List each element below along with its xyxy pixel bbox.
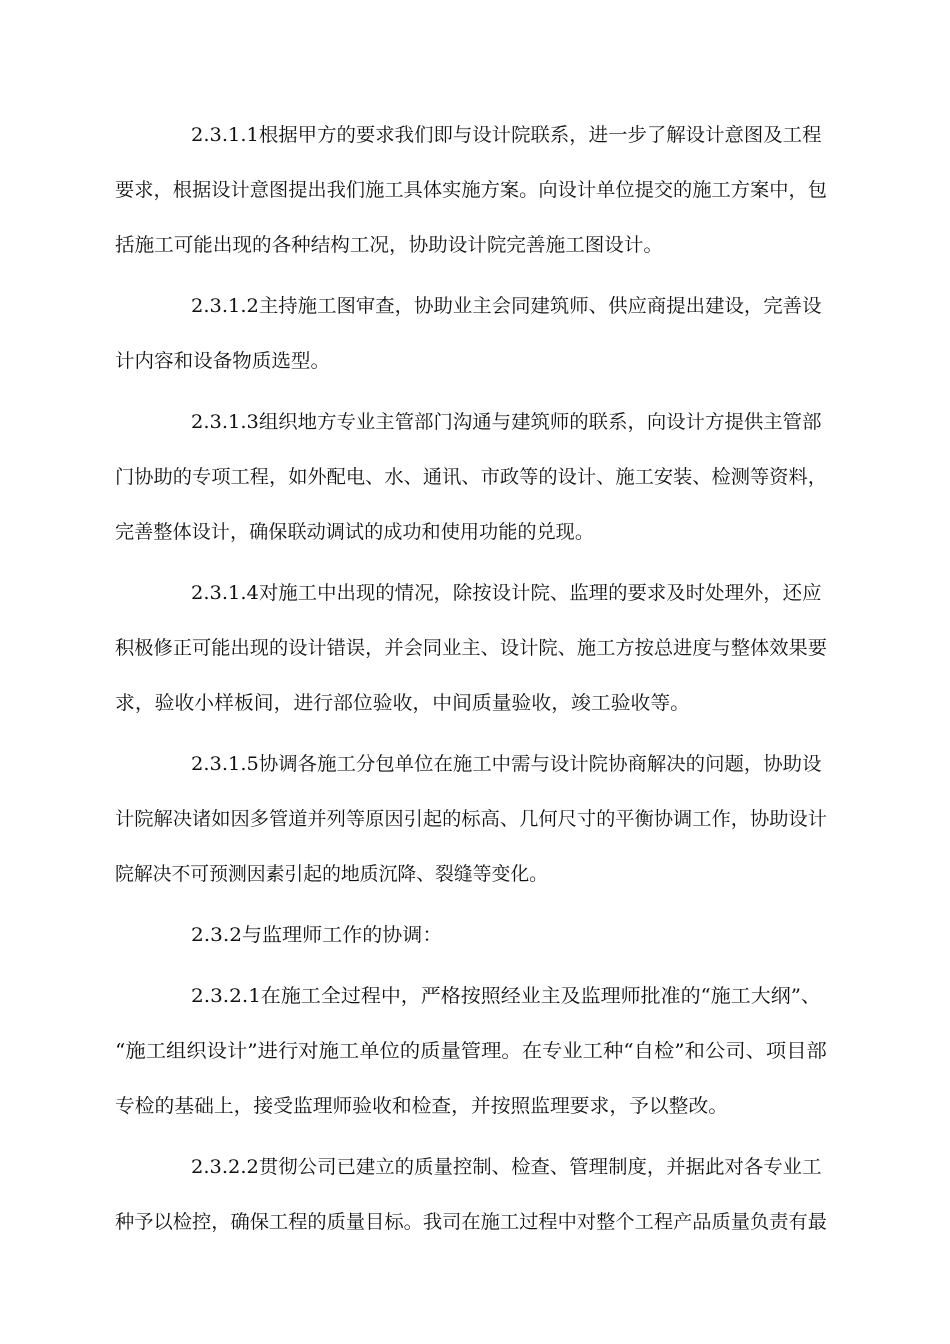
text-line: 计内容和设备物质选型。 [115, 350, 331, 372]
text-line: 计院解决诸如因多管道并列等原因引起的标高、几何尺寸的平衡协调工作，协助设计 [115, 808, 828, 830]
text-line: 门协助的专项工程，如外配电、水、通讯、市政等的设计、施工安装、检测等资料， [115, 466, 828, 488]
text-line: 专检的基础上，接受监理师验收和检查，并按照监理要求，予以整改。 [115, 1095, 729, 1117]
text-line: 2.3.2与监理师工作的协调： [191, 924, 443, 946]
text-line: 种予以检控，确保工程的质量目标。我司在施工过程中对整个工程产品质量负责有最 [115, 1211, 828, 1233]
text-line: 2.3.1.4对施工中出现的情况，除按设计院、监理的要求及时处理外，还应 [191, 582, 822, 604]
text-line: 完善整体设计，确保联动调试的成功和使用功能的兑现。 [115, 521, 595, 543]
text-line: “施工组织设计”进行对施工单位的质量管理。在专业工种“自检”和公司、项目部 [115, 1040, 827, 1062]
text-line: 2.3.2.2贯彻公司已建立的质量控制、检查、管理制度，并据此对各专业工 [191, 1156, 822, 1178]
text-line: 2.3.2.1在施工全过程中，严格按照经业主及监理师批准的“施工大纲”、 [191, 985, 821, 1007]
text-line: 括施工可能出现的各种结构工况，协助设计院完善施工图设计。 [115, 234, 664, 256]
text-line: 要求，根据设计意图提出我们施工具体实施方案。向设计单位提交的施工方案中，包 [115, 179, 828, 201]
text-line: 2.3.1.3组织地方专业主管部门沟通与建筑师的联系，向设计方提供主管部 [191, 411, 822, 433]
text-line: 2.3.1.2主持施工图审查，协助业主会同建筑师、供应商提出建设，完善设 [191, 295, 822, 317]
text-line: 求，验收小样板间，进行部位验收，中间质量验收，竣工验收等。 [115, 692, 691, 714]
text-line: 2.3.1.1根据甲方的要求我们即与设计院联系，进一步了解设计意图及工程 [191, 124, 822, 146]
text-line: 2.3.1.5协调各施工分包单位在施工中需与设计院协商解决的问题，协助设 [191, 753, 822, 775]
text-line: 院解决不可预测因素引起的地质沉降、裂缝等变化。 [115, 863, 549, 885]
text-line: 积极修正可能出现的设计错误，并会同业主、设计院、施工方按总进度与整体效果要 [115, 637, 828, 659]
